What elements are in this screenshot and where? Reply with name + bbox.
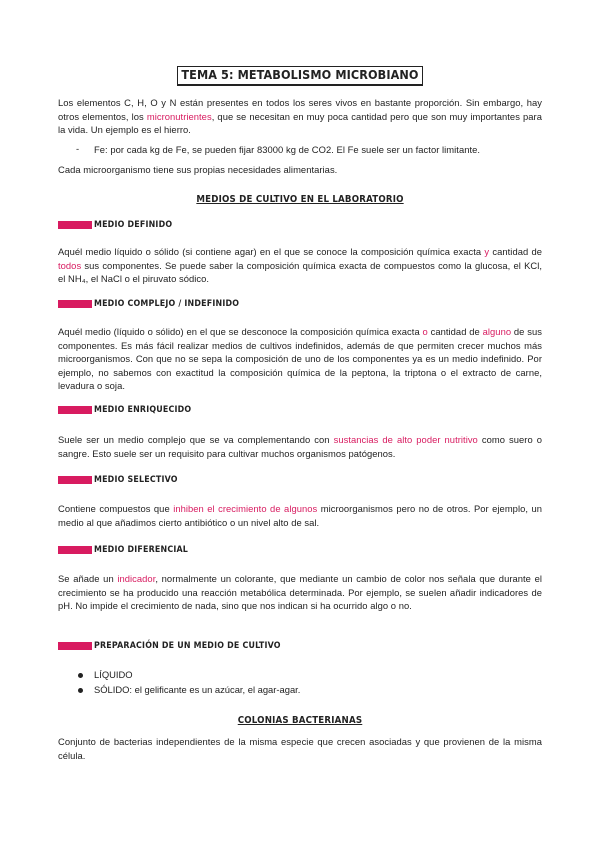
- heading-accent-bar: [58, 642, 92, 650]
- highlight-micronutrientes: micronutrientes: [146, 110, 212, 122]
- heading-medio-complejo: MEDIO COMPLEJO / INDEFINIDO: [58, 298, 239, 310]
- section-heading-colonias: COLONIAS BACTERIANAS: [237, 715, 363, 726]
- heading-medio-definido: MEDIO DEFINIDO: [58, 219, 172, 231]
- list-item-solido: SÓLIDO: el gelificante es un azúcar, el agar-agar.: [94, 684, 301, 695]
- bullet-icon: [78, 673, 83, 678]
- list-item-liquido: LÍQUIDO: [94, 669, 133, 680]
- heading-accent-bar: [58, 476, 92, 484]
- heading-accent-bar: [58, 300, 92, 308]
- intro-paragraph-2: Cada microorganismo tiene sus propias necesidades alimentarias.: [58, 164, 338, 175]
- heading-preparacion: PREPARACIÓN DE UN MEDIO DE CULTIVO: [58, 640, 281, 652]
- heading-medio-diferencial: MEDIO DIFERENCIAL: [58, 544, 188, 556]
- dash-marker: -: [76, 143, 80, 154]
- paragraph-colonias: Conjunto de bacterias independientes de la misma especie que crecen asociadas y que provienen de la misma célula.: [58, 736, 542, 761]
- paragraph-medio-definido: Aquél medio líquido o sólido (si contiene agar) en el que se conoce la composición química exacta y cantidad de todos sus componentes. Se puede saber la composición química exacta de compuestos como la glucosa, el KCl, el NH₄, el NaCl o el piruvato sódico.: [58, 246, 542, 284]
- paragraph-medio-selectivo: Contiene compuestos que inhiben el crecimiento de algunos microorganismos pero no de otros. Por ejemplo, un medio al que añadimos cierto antibiótico o un nivel alto de sal.: [58, 503, 542, 528]
- heading-accent-bar: [58, 546, 92, 554]
- fe-list-item: Fe: por cada kg de Fe, se pueden fijar 83000 kg de CO2. El Fe suele ser un factor limitante.: [94, 144, 481, 155]
- paragraph-medio-complejo: Aquél medio (líquido o sólido) en el que se desconoce la composición química exacta o cantidad de alguno de sus componentes. Es más fácil realizar medios de cultivos indefinidos, además de que permiten crecer muchos más microorganismos. Con que no se sepa la composición de uno de los componentes ya es un medio indefinido. Por ejemplo, no sabemos con exactitud la composición química de la peptona, la triptona o el extracto de carne, levadura o soja.: [58, 326, 542, 391]
- paragraph-medio-enriquecido: Suele ser un medio complejo que se va complementando con sustancias de alto poder nutritivo como suero o sangre. Esto suele ser un requisito para cultivar muchos organismos patógenos.: [58, 434, 542, 459]
- section-heading-medios: MEDIOS DE CULTIVO EN EL LABORATORIO: [196, 194, 404, 205]
- page-title: TEMA 5: METABOLISMO MICROBIANO: [177, 66, 422, 86]
- heading-medio-selectivo: MEDIO SELECTIVO: [58, 474, 178, 486]
- heading-medio-enriquecido: MEDIO ENRIQUECIDO: [58, 404, 191, 416]
- heading-accent-bar: [58, 221, 92, 229]
- heading-accent-bar: [58, 406, 92, 414]
- paragraph-medio-diferencial: Se añade un indicador, normalmente un colorante, que mediante un cambio de color nos señala que durante el crecimiento se ha producido una reacción metabólica determinada. Por ejemplo, se suelen añadir indicadores de pH. No impide el crecimiento de nada, sino que nos indican si ha ocurrido algo o no.: [58, 573, 542, 611]
- intro-paragraph: Los elementos C, H, O y N están presentes en todos los seres vivos en bastante proporción. Sin embargo, hay otros elementos, los micronutrientes, que se necesitan en muy poca cantidad pero que son muy importantes para la vida. Un ejemplo es el hierro.: [58, 97, 542, 135]
- bullet-icon: [78, 688, 83, 693]
